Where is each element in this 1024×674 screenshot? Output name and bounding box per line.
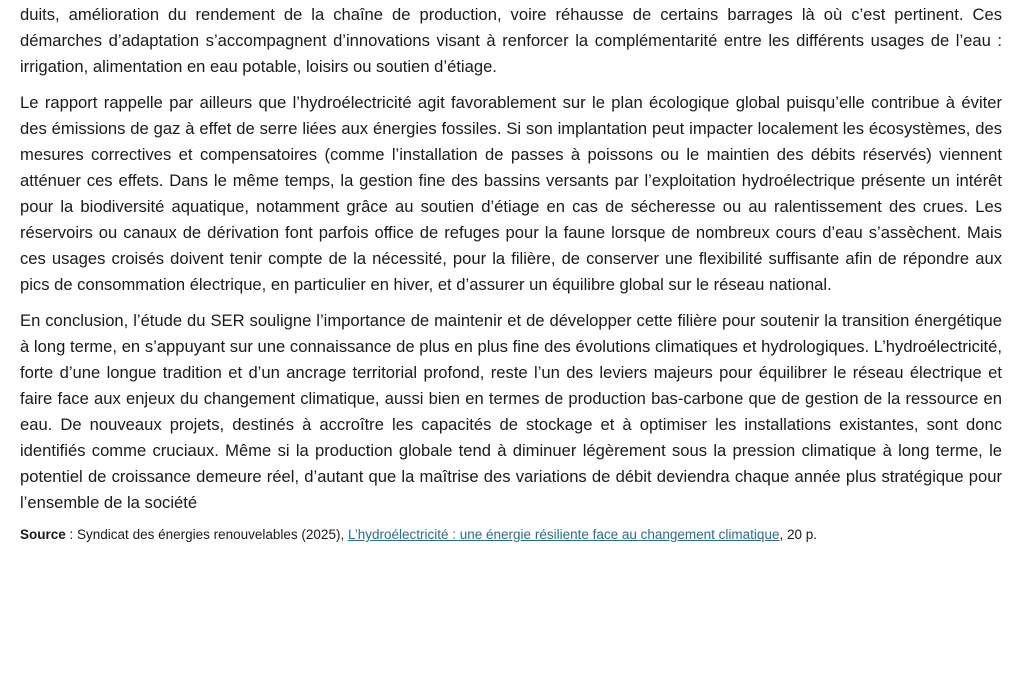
source-citation — [20, 524, 1002, 546]
source-prefix: : Syndicat des énergies renouvelables (2025), — [65, 527, 348, 542]
source-link[interactable]: L’hydroélectricité : une énergie résiliente face au changement climatique — [347, 527, 780, 542]
source-label: Source — [20, 527, 66, 542]
source-suffix: , 20 p. — [779, 527, 817, 542]
paragraph-conclusion: En conclusion, l’étude du SER souligne l’importance de maintenir et de développer cette filière pour soutenir la transition énergétique à long terme, en s’appuyant sur une connaissance de plus en plus fine des évolutions climatiques et hydrologiques. L’hydroélectricité, forte d’une longue tradition et d’un ancrage territorial profond, reste l’un des leviers majeurs pour équilibrer le réseau électrique et faire face aux enjeux du changement climatique, aussi bien en termes de production bas-carbone que de gestion de la ressource en eau. De nouveaux projets, destinés à accroître les capacités de stockage et à optimiser les installations existantes, sont donc identifiés comme cruciaux. Même si la production globale tend à diminuer légèrement sous la pression climatique à long terme, le potentiel de croissance demeure réel, d’autant que la maîtrise des variations de débit deviendra chaque année plus stratégique pour l’ensemble de la société — [20, 311, 1002, 512]
paragraph-adaptation: duits, amélioration du rendement de la chaîne de production, voire réhausse de certains barrages là où c’est pertinent. Ces démarches d’adaptation s’accompagnent d’innovations visant à renforcer la complémentarité entre les différents usages de l’eau : irrigation, alimentation en eau potable, loisirs ou soutien d’étiage. — [20, 5, 1002, 76]
paragraph-ecology: Le rapport rappelle par ailleurs que l’hydroélectricité agit favorablement sur le plan écologique global puisqu’elle contribue à éviter des émissions de gaz à effet de serre liées aux énergies fossiles. Si son implantation peut impacter localement les écosystèmes, des mesures correctives et compensatoires (comme l’installation de passes à poissons ou le maintien des débits réservés) viennent atténuer ces effets. Dans le même temps, la gestion fine des bassins versants par l’exploitation hydroélectrique présente un intérêt pour la biodiversité aquatique, notamment grâce au soutien d’étiage en cas de sécheresse ou au ralentissement des crues. Les réservoirs ou canaux de dérivation font parfois office de refuges pour la faune lorsque de nombreux cours d’eau s’assèchent. Mais ces usages croisés doivent tenir compte de la nécessité, pour la filière, de conserver une flexibilité suffisante afin de répondre aux pics de consommation électrique, en particulier en hiver, et d’assurer un équilibre global sur le réseau national. — [20, 93, 1002, 294]
